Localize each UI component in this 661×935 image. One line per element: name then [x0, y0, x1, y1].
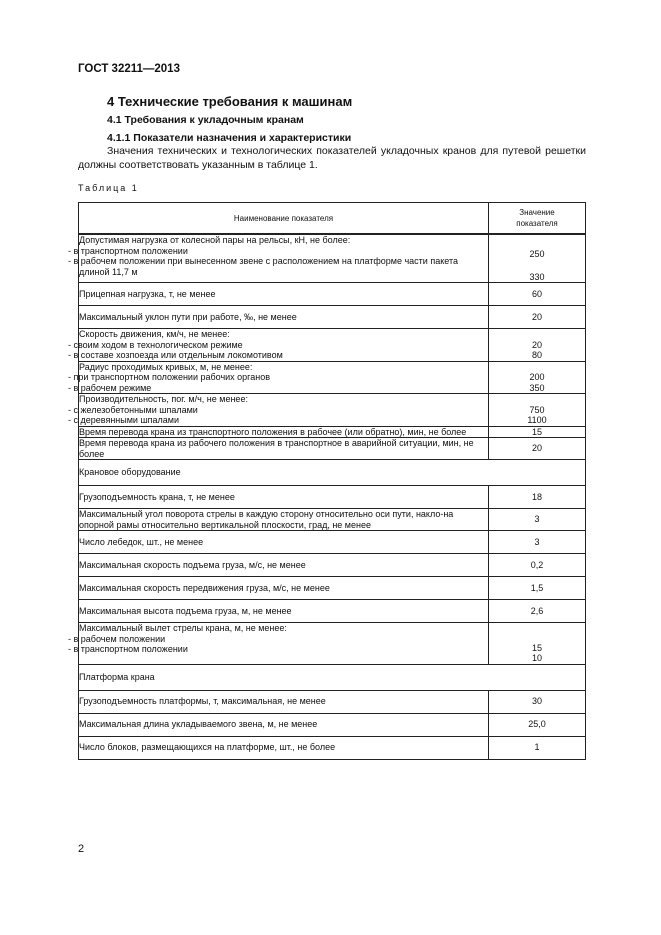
- row-name-cell: [79, 283, 489, 306]
- row-value-cell: [489, 713, 586, 736]
- row-value-cell: [489, 690, 586, 713]
- row-value-cell: [489, 438, 586, 460]
- table-row: [79, 623, 586, 665]
- section-heading-cell: [79, 664, 586, 690]
- table-row: [79, 283, 586, 306]
- row-name-cell: [79, 509, 489, 531]
- row-label: Грузоподъемность крана, т, не менее: [79, 491, 235, 502]
- row-label: Максимальный угол поворота стрелы в каждую сторону относительно оси пути, накло-на опорной рамы относительно вертикальной плоскости, град, не менее: [79, 509, 454, 530]
- table-row: [79, 600, 586, 623]
- row-sublabel: - в транспортном положении: [68, 245, 188, 256]
- row-value-cell: [489, 600, 586, 623]
- row-name-cell: [68, 234, 489, 283]
- row-sublabel: - с железобетонными шпалами: [68, 404, 198, 415]
- row-name-cell: [79, 554, 489, 577]
- row-value: 1100: [527, 415, 547, 425]
- row-label: Время перевода крана из транспортного положения в рабочее (или обратно), мин, не более: [79, 426, 467, 437]
- row-sublabel: - при транспортном положении рабочих органов: [68, 372, 271, 382]
- table-header-row: [79, 203, 586, 235]
- table-row: [79, 736, 586, 759]
- row-value-cell: [489, 329, 586, 362]
- row-value: 2,6: [530, 605, 544, 616]
- row-value-cell: [489, 426, 586, 438]
- table-row: [79, 329, 586, 362]
- table-row: [79, 426, 586, 438]
- row-label: Скорость движения, км/ч, не менее:: [79, 329, 230, 339]
- row-value: 10: [531, 653, 542, 663]
- row-name-cell: [79, 600, 489, 623]
- row-name-cell: [68, 361, 489, 394]
- table-row: [79, 509, 586, 531]
- row-sublabel: - в составе хозпоезда или отдельным локомотивом: [68, 350, 283, 360]
- table-caption: Таблица 1: [78, 183, 139, 193]
- row-sublabel: - в рабочем режиме: [68, 382, 152, 393]
- row-value-cell: [489, 577, 586, 600]
- row-value: 0,2: [530, 559, 544, 570]
- row-name-cell: [79, 438, 489, 460]
- section-heading: Платформа крана: [79, 671, 155, 682]
- row-value: 350: [529, 382, 545, 393]
- row-sublabel: - в рабочем положении при вынесенном звене с расположением на платформе части пакета длиной 11,7 м: [68, 256, 458, 277]
- row-value-cell: [489, 554, 586, 577]
- row-value: 20: [531, 339, 542, 350]
- column-header-name: Наименование показателя: [79, 203, 489, 235]
- row-value-cell: [489, 486, 586, 509]
- row-value: 30: [531, 696, 542, 707]
- row-value: 330: [529, 271, 545, 282]
- row-value: 1,5: [530, 582, 544, 593]
- row-value: 200: [529, 372, 545, 382]
- row-label: Максимальный вылет стрелы крана, м, не менее:: [79, 623, 287, 633]
- specifications-table: [68, 202, 586, 760]
- section-title: 4 Технические требования к машинам: [107, 94, 353, 109]
- page-number: 2: [78, 843, 85, 855]
- row-value-cell: [489, 306, 586, 329]
- row-value: 18: [531, 491, 542, 502]
- row-name-cell: [79, 306, 489, 329]
- row-sublabel: - с деревянными шпалами: [68, 415, 180, 425]
- table-row: [79, 486, 586, 509]
- row-label: Время перевода крана из рабочего положения в транспортное в аварийной ситуации, мин, не более: [79, 438, 474, 459]
- table-row: [79, 713, 586, 736]
- row-name-cell: [68, 623, 489, 665]
- row-value: 15: [531, 642, 542, 653]
- row-value: 3: [534, 514, 540, 525]
- row-name-cell: [79, 531, 489, 554]
- row-value-cell: [489, 394, 586, 427]
- row-name-cell: [68, 394, 489, 427]
- row-value: 250: [529, 249, 545, 259]
- row-label: Максимальная скорость подъема груза, м/с, не менее: [79, 559, 306, 570]
- row-name-cell: [79, 736, 489, 759]
- row-name-cell: [79, 486, 489, 509]
- row-value: 80: [531, 350, 542, 360]
- row-value-cell: [489, 623, 586, 665]
- table-section-row: [79, 460, 586, 486]
- table-section-row: [79, 664, 586, 690]
- row-value-cell: [489, 361, 586, 394]
- row-label: Грузоподъемность платформы, т, максимальная, не менее: [79, 696, 326, 707]
- row-value-cell: [489, 736, 586, 759]
- table-row: [79, 577, 586, 600]
- subsection-title: 4.1 Требования к укладочным кранам: [107, 114, 304, 126]
- table-row: [79, 234, 586, 283]
- table-row: [79, 690, 586, 713]
- section-heading-cell: [79, 460, 586, 486]
- row-value: 20: [531, 443, 542, 454]
- table-row: [79, 306, 586, 329]
- column-header-value-text: Значение показателя: [516, 208, 558, 228]
- row-label: Прицепная нагрузка, т, не менее: [79, 288, 216, 299]
- column-header-value: [489, 203, 586, 235]
- row-value: 20: [531, 311, 542, 322]
- intro-paragraph: Значения технических и технологических показателей укладочных кранов для путевой решетки должны соответствовать указанным в таблице 1.: [78, 145, 586, 171]
- row-label: Радиус проходимых кривых, м, не менее:: [79, 361, 253, 372]
- row-name-cell: [68, 329, 489, 362]
- row-value: 750: [529, 404, 545, 415]
- row-label: Число блоков, размещающихся на платформе, шт., не более: [79, 742, 336, 753]
- row-name-cell: [79, 713, 489, 736]
- section-heading: Крановое оборудование: [79, 467, 181, 478]
- row-value: 1: [534, 742, 540, 753]
- row-name-cell: [79, 426, 489, 438]
- row-value-cell: [489, 531, 586, 554]
- row-label: Максимальная высота подъема груза, м, не менее: [79, 605, 292, 616]
- row-sublabel: - в рабочем положении: [68, 633, 166, 644]
- row-label: Максимальная длина укладываемого звена, м, не менее: [79, 719, 318, 730]
- row-label: Допустимая нагрузка от колесной пары на рельсы, кН, не более:: [79, 235, 351, 245]
- row-sublabel: - своим ходом в технологическом режиме: [68, 339, 243, 350]
- row-sublabel: - в транспортном положении: [68, 644, 188, 654]
- document-standard-code: ГОСТ 32211—2013: [78, 63, 180, 75]
- row-label: Число лебедок, шт., не менее: [79, 536, 204, 547]
- row-label: Максимальный уклон пути при работе, ‰, не менее: [79, 311, 297, 322]
- row-value: 3: [534, 536, 540, 547]
- table-row: [79, 361, 586, 394]
- row-value: 15: [531, 426, 542, 437]
- row-label: Максимальная скорость передвижения груза, м/с, не менее: [79, 582, 330, 593]
- table-row: [79, 531, 586, 554]
- row-value: 25,0: [528, 719, 546, 730]
- row-name-cell: [79, 690, 489, 713]
- row-name-cell: [79, 577, 489, 600]
- table-row: [79, 394, 586, 427]
- row-value-cell: [489, 509, 586, 531]
- row-label: Производительность, пог. м/ч, не менее:: [79, 394, 248, 404]
- row-value-cell: [489, 234, 586, 283]
- subsubsection-title: 4.1.1 Показатели назначения и характеристики: [107, 132, 352, 144]
- row-value: 60: [531, 288, 542, 299]
- table-row: [79, 554, 586, 577]
- table-row: [79, 438, 586, 460]
- row-value-cell: [489, 283, 586, 306]
